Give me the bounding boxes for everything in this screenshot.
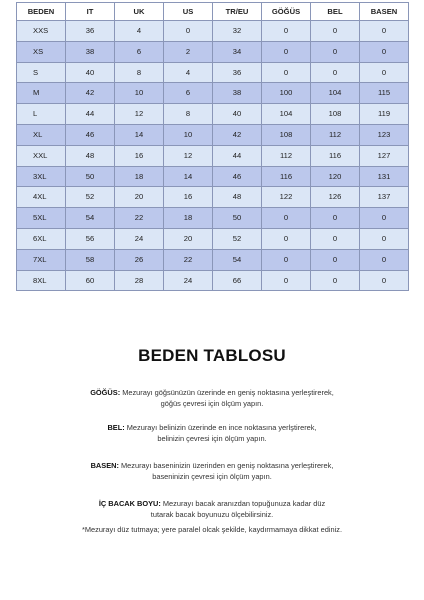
table-row <box>17 41 409 62</box>
page-title: BEDEN TABLOSU <box>138 346 286 365</box>
table-cell: XXS <box>17 21 66 42</box>
table-row <box>17 208 409 229</box>
table-row <box>17 187 409 208</box>
column-header: TR/EU <box>213 3 262 21</box>
table-cell: 0 <box>311 270 360 291</box>
size-table <box>16 2 409 291</box>
bel-instructions <box>0 422 424 444</box>
table-cell: 6 <box>164 83 213 104</box>
table-cell: 26 <box>115 249 164 270</box>
table-cell: 14 <box>164 166 213 187</box>
table-cell: S <box>17 62 66 83</box>
table-cell: 56 <box>66 228 115 249</box>
table-cell: 24 <box>115 228 164 249</box>
table-cell: XXL <box>17 145 66 166</box>
table-cell: 0 <box>262 249 311 270</box>
table-cell: 0 <box>262 41 311 62</box>
table-cell: 123 <box>360 124 409 145</box>
table-cell: 8 <box>115 62 164 83</box>
table-cell: 52 <box>66 187 115 208</box>
table-cell: 0 <box>262 208 311 229</box>
table-cell: 36 <box>66 21 115 42</box>
basen-line1: Mezurayı baseninizin üzerinden en geniş noktasına yerleştirerek, <box>118 461 334 470</box>
table-cell: 0 <box>360 62 409 83</box>
table-cell: 0 <box>311 62 360 83</box>
table-row <box>17 104 409 125</box>
gogus-line1: Mezurayı göğsünüzün üzerinde en geniş noktasına yerleştirerek, <box>120 388 334 397</box>
table-cell: 8 <box>164 104 213 125</box>
table-cell: 0 <box>311 249 360 270</box>
table-cell: 122 <box>262 187 311 208</box>
table-cell: 0 <box>311 41 360 62</box>
table-cell: 0 <box>360 228 409 249</box>
table-cell: 54 <box>66 208 115 229</box>
table-cell: 66 <box>213 270 262 291</box>
table-cell: 115 <box>360 83 409 104</box>
table-cell: XS <box>17 41 66 62</box>
table-cell: 0 <box>164 21 213 42</box>
table-cell: 50 <box>213 208 262 229</box>
ic-bacak-instructions <box>0 498 424 520</box>
table-cell: 32 <box>213 21 262 42</box>
table-cell: 22 <box>164 249 213 270</box>
table-cell: 0 <box>262 228 311 249</box>
column-header: UK <box>115 3 164 21</box>
table-cell: 38 <box>213 83 262 104</box>
column-header: GÖĞÜS <box>262 3 311 21</box>
table-cell: 38 <box>66 41 115 62</box>
table-cell: 42 <box>66 83 115 104</box>
table-cell: 2 <box>164 41 213 62</box>
table-cell: 50 <box>66 166 115 187</box>
table-cell: 18 <box>115 166 164 187</box>
gogus-line2: göğüs çevresi için ölçüm yapın. <box>160 399 264 408</box>
table-cell: 0 <box>311 228 360 249</box>
table-row <box>17 270 409 291</box>
table-cell: 58 <box>66 249 115 270</box>
table-cell: 46 <box>66 124 115 145</box>
table-cell: 20 <box>115 187 164 208</box>
table-cell: 0 <box>360 249 409 270</box>
table-cell: L <box>17 104 66 125</box>
table-cell: 127 <box>360 145 409 166</box>
table-cell: 116 <box>262 166 311 187</box>
table-cell: 12 <box>164 145 213 166</box>
table-cell: 5XL <box>17 208 66 229</box>
table-cell: 48 <box>66 145 115 166</box>
table-cell: 22 <box>115 208 164 229</box>
table-cell: 40 <box>66 62 115 83</box>
table-cell: 112 <box>311 124 360 145</box>
measurement-note: *Mezurayı düz tutmaya; yere paralel olcak şekilde, kaydırmamaya dikkat ediniz. <box>81 525 343 534</box>
table-cell: 116 <box>311 145 360 166</box>
column-header: US <box>164 3 213 21</box>
table-cell: 3XL <box>17 166 66 187</box>
column-header: BEL <box>311 3 360 21</box>
table-row <box>17 21 409 42</box>
table-cell: 120 <box>311 166 360 187</box>
basen-instructions <box>0 460 424 482</box>
table-cell: 14 <box>115 124 164 145</box>
table-cell: 0 <box>360 270 409 291</box>
table-cell: 4 <box>164 62 213 83</box>
basen-line2: baseninizin çevresi için ölçüm yapın. <box>152 472 272 481</box>
ic-bacak-line2: tutarak bacak boyunuzu ölçebilirsiniz. <box>150 510 274 519</box>
table-cell: 24 <box>164 270 213 291</box>
table-row <box>17 249 409 270</box>
table-cell: 16 <box>115 145 164 166</box>
table-cell: 104 <box>262 104 311 125</box>
table-cell: 48 <box>213 187 262 208</box>
table-cell: 104 <box>311 83 360 104</box>
table-cell: 0 <box>360 208 409 229</box>
table-cell: 44 <box>213 145 262 166</box>
table-row <box>17 83 409 104</box>
table-cell: 12 <box>115 104 164 125</box>
table-cell: 44 <box>66 104 115 125</box>
ic-bacak-label: İÇ BACAK BOYU: <box>98 499 161 508</box>
table-cell: 46 <box>213 166 262 187</box>
table-cell: 0 <box>311 21 360 42</box>
column-header: BEDEN <box>17 3 66 21</box>
table-cell: 119 <box>360 104 409 125</box>
table-cell: 52 <box>213 228 262 249</box>
table-cell: 0 <box>360 21 409 42</box>
table-cell: 4XL <box>17 187 66 208</box>
table-cell: 34 <box>213 41 262 62</box>
gogus-label: GÖĞÜS: <box>90 388 121 397</box>
table-cell: 7XL <box>17 249 66 270</box>
basen-label: BASEN: <box>90 461 119 470</box>
table-cell: 0 <box>262 21 311 42</box>
table-cell: 60 <box>66 270 115 291</box>
table-cell: 6XL <box>17 228 66 249</box>
bel-line1: Mezurayı belinizin üzerinde en ince noktasına yerlştirerek, <box>124 423 317 432</box>
table-cell: 0 <box>262 270 311 291</box>
column-header: BASEN <box>360 3 409 21</box>
bel-line2: belinizin çevresi için ölçüm yapın. <box>157 434 267 443</box>
table-row <box>17 145 409 166</box>
table-cell: 4 <box>115 21 164 42</box>
table-cell: 8XL <box>17 270 66 291</box>
table-cell: 10 <box>164 124 213 145</box>
table-cell: 131 <box>360 166 409 187</box>
table-cell: 36 <box>213 62 262 83</box>
table-cell: 6 <box>115 41 164 62</box>
table-cell: 10 <box>115 83 164 104</box>
table-cell: 28 <box>115 270 164 291</box>
table-cell: 137 <box>360 187 409 208</box>
table-cell: 54 <box>213 249 262 270</box>
table-cell: 108 <box>311 104 360 125</box>
table-cell: 40 <box>213 104 262 125</box>
table-body <box>17 21 409 291</box>
table-row <box>17 62 409 83</box>
ic-bacak-line1: Mezurayı bacak aranızdan topuğunuza kadar düz <box>160 499 326 508</box>
column-header: IT <box>66 3 115 21</box>
gogus-instructions <box>0 387 424 409</box>
table-cell: 0 <box>360 41 409 62</box>
bel-label: BEL: <box>107 423 125 432</box>
table-cell: 0 <box>262 62 311 83</box>
table-cell: 16 <box>164 187 213 208</box>
table-cell: 126 <box>311 187 360 208</box>
table-cell: 100 <box>262 83 311 104</box>
table-cell: 18 <box>164 208 213 229</box>
table-row <box>17 166 409 187</box>
table-header-row <box>17 3 409 21</box>
table-cell: 42 <box>213 124 262 145</box>
table-cell: 20 <box>164 228 213 249</box>
size-chart <box>16 2 409 291</box>
table-row <box>17 124 409 145</box>
table-cell: XL <box>17 124 66 145</box>
table-row <box>17 228 409 249</box>
table-cell: 0 <box>311 208 360 229</box>
table-cell: 108 <box>262 124 311 145</box>
table-cell: M <box>17 83 66 104</box>
table-cell: 112 <box>262 145 311 166</box>
